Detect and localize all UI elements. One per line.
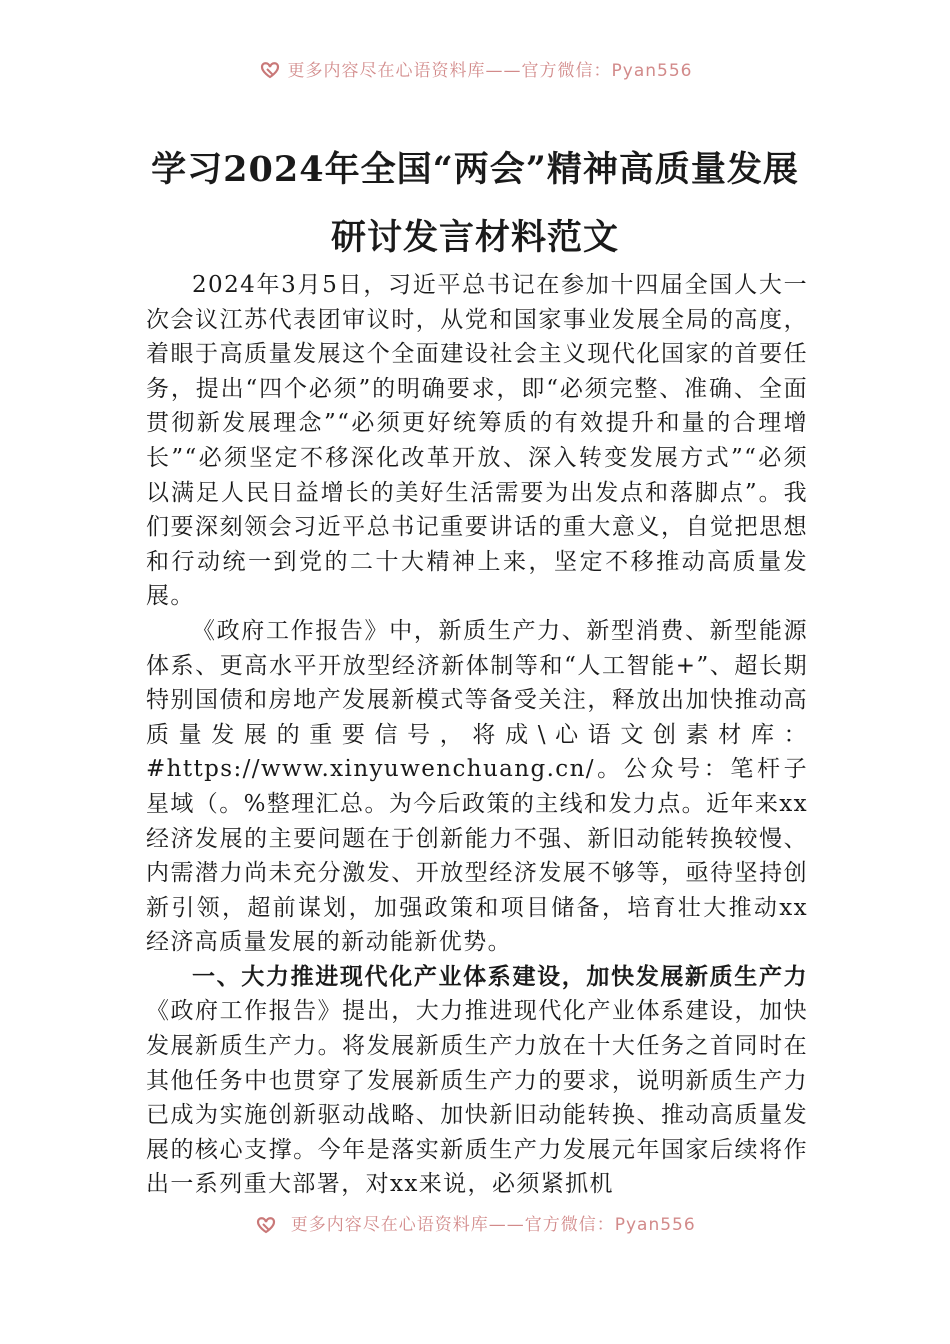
watermark-text: 更多内容尽在心语资料库——官方微信：Pyan556	[290, 1215, 696, 1235]
page-title-line1: 学习2024年全国“两会”精神高质量发展	[151, 149, 799, 190]
watermark-banner-bottom	[0, 1208, 950, 1238]
watermark-clip	[258, 61, 693, 81]
heart-logo-icon	[258, 61, 284, 81]
paragraph-3	[146, 960, 808, 1202]
document-body	[146, 268, 808, 1204]
watermark-clip-bottom	[254, 1210, 695, 1236]
heart-logo-icon	[254, 1214, 280, 1236]
paragraph-2: 《政府工作报告》中，新质生产力、新型消费、新型能源体系、更高水平开放型经济新体制等和“人工智能+”、超长期特别国债和房地产发展新模式等备受关注，释放出加快推动高质量发展的重要信号，将成\心语文创素材库：#https://www.xinyuwenchuang.cn/。公众号：笔杆子星域（。%整理汇总。为今后政策的主线和发力点。近年来xx经济发展的主要问题在于创新能力不强、新旧动能转换较慢、内需潜力尚未充分激发、开放型经济发展不够等，亟待坚持创新引领，超前谋划，加强政策和项目储备，培育壮大推动xx经济高质量发展的新动能新优势。	[146, 617, 808, 956]
watermark-banner-top	[0, 56, 950, 86]
paragraph-1: 2024年3月5日，习近平总书记在参加十四届全国人大一次会议江苏代表团审议时，从党和国家事业发展全局的高度，着眼于高质量发展这个全面建设社会主义现代化国家的首要任务，提出“四个必须”的明确要求，即“必须完整、准确、全面贯彻新发展理念”“必须更好统筹质的有效提升和量的合理增长”“必须坚定不移深化改革开放、深入转变发展方式”“必须以满足人民日益增长的美好生活需要为出发点和落脚点”。我们要深刻领会习近平总书记重要讲话的重大意义，自觉把思想和行动统一到党的二十大精神上来，坚定不移推动高质量发展。	[146, 272, 808, 610]
section-body-1: 《政府工作报告》提出，大力推进现代化产业体系建设，加快发展新质生产力。将发展新质生产力放在十大任务之首同时在其他任务中也贯穿了发展新质生产力的要求，说明新质生产力已成为实施创新驱动战略、加快新旧动能转换、推动高质量发展的核心支撑。今年是落实新质生产力发展元年国家后续将作出一系列重大部署，对xx来说，必须紧抓机	[146, 998, 808, 1198]
section-heading-1: 一、大力推进现代化产业体系建设，加快发展新质生产力	[192, 963, 808, 990]
watermark-text: 更多内容尽在心语资料库——官方微信：Pyan556	[287, 61, 693, 81]
page-title-line2: 研讨发言材料范文	[330, 217, 619, 258]
